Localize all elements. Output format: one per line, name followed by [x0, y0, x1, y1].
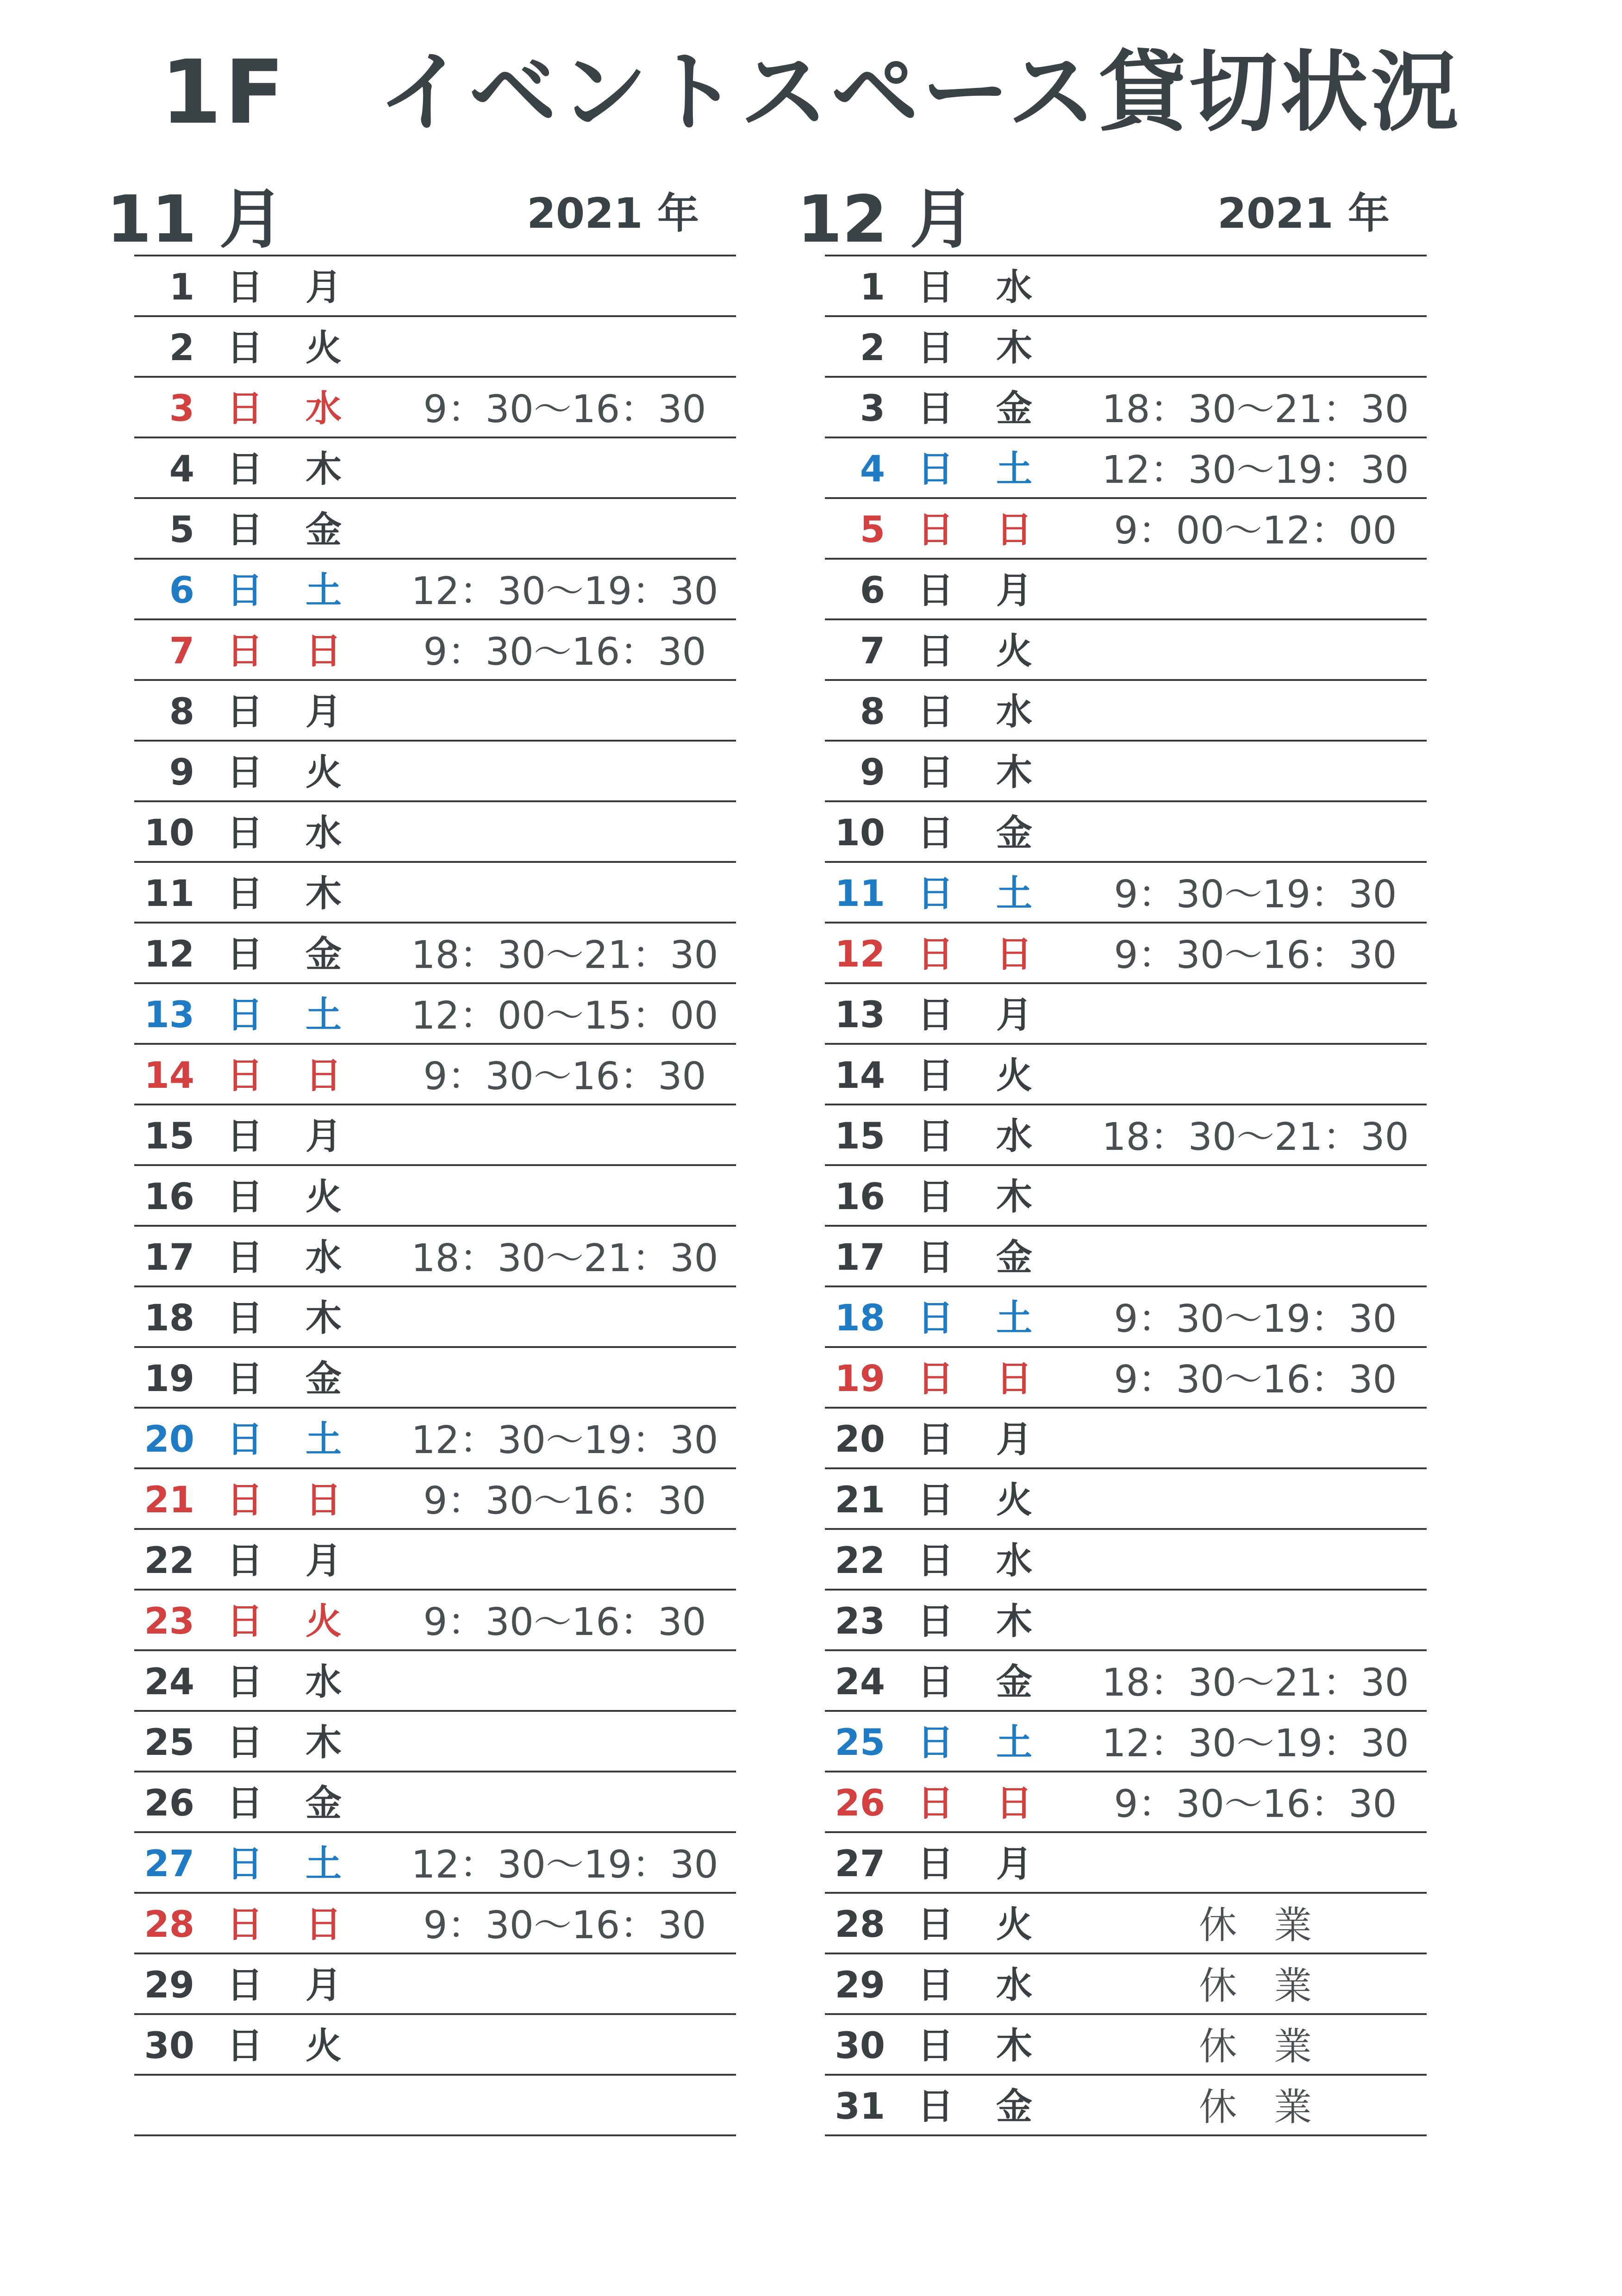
reserved-hours: 18：30～21：30 — [411, 933, 718, 977]
day-suffix: 日 — [227, 1419, 263, 1460]
day-suffix: 日 — [227, 873, 263, 915]
weekday: 金 — [306, 509, 342, 551]
day-row — [134, 923, 736, 984]
day-suffix: 日 — [917, 509, 954, 551]
day-row — [825, 1045, 1427, 1105]
day-row — [825, 378, 1427, 438]
weekday: 日 — [306, 1479, 342, 1521]
day-number: 15 — [144, 1116, 194, 1157]
day-number: 28 — [835, 1904, 885, 1946]
day-number: 22 — [835, 1540, 885, 1582]
day-row — [825, 863, 1427, 923]
closed-label: 休業 — [1198, 2085, 1349, 2129]
day-suffix: 日 — [917, 812, 954, 854]
day-row — [825, 1651, 1427, 1712]
day-suffix: 日 — [227, 267, 263, 308]
december-header — [797, 182, 1427, 257]
weekday: 土 — [996, 1722, 1033, 1764]
day-row — [134, 802, 736, 863]
weekday: 金 — [306, 1358, 342, 1400]
day-number: 7 — [169, 630, 194, 672]
december-day-list — [825, 256, 1427, 2136]
day-suffix: 日 — [227, 570, 263, 611]
weekday: 日 — [306, 1055, 342, 1097]
day-suffix: 日 — [917, 1601, 954, 1642]
day-row — [134, 742, 736, 802]
november-day-list — [134, 256, 736, 2136]
day-suffix: 日 — [917, 1419, 954, 1460]
reserved-hours: 9：30～16：30 — [1114, 1358, 1397, 1402]
weekday: 金 — [996, 812, 1033, 854]
day-number: 17 — [144, 1237, 194, 1279]
day-number: 24 — [144, 1661, 194, 1703]
reserved-hours: 12：30～19：30 — [1102, 448, 1409, 492]
day-row — [825, 742, 1427, 802]
day-number: 11 — [835, 873, 885, 915]
reserved-hours: 18：30～21：30 — [411, 1236, 718, 1280]
weekday: 火 — [996, 1055, 1033, 1097]
day-suffix: 日 — [227, 1116, 263, 1157]
day-suffix: 日 — [917, 752, 954, 793]
day-row — [134, 1287, 736, 1348]
day-suffix: 日 — [227, 1176, 263, 1218]
day-suffix: 日 — [227, 812, 263, 854]
reserved-hours: 12：30～19：30 — [411, 1843, 718, 1887]
day-number: 13 — [144, 994, 194, 1036]
page-title: 1F イベントスペース貸切状況 — [160, 41, 1462, 144]
day-row — [134, 620, 736, 681]
day-number: 7 — [860, 630, 885, 672]
day-row — [134, 1166, 736, 1227]
day-suffix: 日 — [917, 1783, 954, 1824]
day-row — [825, 1591, 1427, 1651]
day-row — [825, 1227, 1427, 1287]
day-number: 13 — [835, 994, 885, 1036]
weekday: 木 — [996, 2025, 1033, 2067]
day-number: 20 — [144, 1419, 194, 1460]
day-number: 5 — [169, 509, 194, 551]
day-row — [134, 1894, 736, 1954]
weekday: 火 — [306, 1176, 342, 1218]
day-suffix: 日 — [227, 691, 263, 733]
year-label: 2021 年 — [1217, 189, 1390, 238]
day-number: 6 — [169, 570, 194, 611]
weekday: 月 — [996, 1419, 1033, 1460]
day-number: 4 — [860, 449, 885, 490]
day-row — [134, 1833, 736, 1894]
day-row — [134, 1772, 736, 1833]
weekday: 木 — [306, 1722, 342, 1764]
day-row — [134, 560, 736, 620]
day-row — [134, 1530, 736, 1591]
weekday: 水 — [306, 388, 342, 430]
day-row — [134, 1651, 736, 1712]
reserved-hours: 18：30～21：30 — [1102, 1661, 1409, 1705]
day-suffix: 日 — [227, 1843, 263, 1885]
weekday: 木 — [306, 449, 342, 490]
weekday: 日 — [306, 630, 342, 672]
weekday: 木 — [996, 752, 1033, 793]
day-number: 23 — [835, 1601, 885, 1642]
day-row — [134, 1045, 736, 1105]
day-suffix: 日 — [917, 267, 954, 308]
day-suffix: 日 — [227, 994, 263, 1036]
day-row — [134, 378, 736, 438]
day-number: 22 — [144, 1540, 194, 1582]
weekday: 木 — [306, 1298, 342, 1339]
day-number: 28 — [144, 1904, 194, 1946]
month-label: 12 月 — [797, 182, 975, 257]
day-row — [134, 499, 736, 560]
day-number: 9 — [169, 752, 194, 793]
weekday: 火 — [306, 752, 342, 793]
day-row — [825, 1712, 1427, 1772]
day-suffix: 日 — [227, 2025, 263, 2067]
day-number: 29 — [144, 1965, 194, 2006]
day-suffix: 日 — [227, 449, 263, 490]
weekday: 火 — [996, 630, 1033, 672]
day-row — [825, 923, 1427, 984]
day-suffix: 日 — [227, 934, 263, 975]
day-suffix: 日 — [227, 1965, 263, 2006]
day-number: 16 — [835, 1176, 885, 1218]
day-row — [134, 1409, 736, 1469]
day-row — [825, 802, 1427, 863]
reserved-hours: 12：00～15：00 — [411, 994, 718, 1038]
day-row — [825, 438, 1427, 499]
reserved-hours: 12：30～19：30 — [1102, 1722, 1409, 1766]
weekday: 水 — [996, 1540, 1033, 1582]
day-row — [134, 1469, 736, 1530]
weekday: 木 — [996, 1176, 1033, 1218]
weekday: 日 — [996, 934, 1033, 975]
weekday: 火 — [306, 327, 342, 369]
weekday: 金 — [996, 2086, 1033, 2128]
weekday: 水 — [996, 1116, 1033, 1157]
reserved-hours: 9：30～16：30 — [423, 1903, 706, 1947]
day-suffix: 日 — [917, 2025, 954, 2067]
day-suffix: 日 — [917, 1176, 954, 1218]
weekday: 木 — [996, 1601, 1033, 1642]
weekday: 金 — [996, 1661, 1033, 1703]
weekday: 土 — [996, 873, 1033, 915]
day-suffix: 日 — [227, 752, 263, 793]
weekday: 月 — [306, 1965, 342, 2006]
day-row — [825, 560, 1427, 620]
day-number: 8 — [860, 691, 885, 733]
day-row — [825, 620, 1427, 681]
day-number: 18 — [835, 1298, 885, 1339]
reserved-hours: 18：30～21：30 — [1102, 387, 1409, 431]
weekday: 火 — [306, 1601, 342, 1642]
day-row — [825, 1287, 1427, 1348]
day-number: 24 — [835, 1661, 885, 1703]
day-suffix: 日 — [227, 1904, 263, 1946]
weekday: 月 — [306, 1116, 342, 1157]
weekday: 金 — [996, 1237, 1033, 1279]
day-number: 2 — [169, 327, 194, 369]
weekday: 土 — [306, 1419, 342, 1460]
day-suffix: 日 — [227, 1055, 263, 1097]
day-number: 12 — [144, 934, 194, 975]
weekday: 月 — [996, 994, 1033, 1036]
reserved-hours: 18：30～21：30 — [1102, 1115, 1409, 1159]
weekday: 土 — [306, 570, 342, 611]
weekday: 水 — [996, 267, 1033, 308]
day-row — [825, 1894, 1427, 1954]
day-suffix: 日 — [917, 327, 954, 369]
day-suffix: 日 — [227, 1601, 263, 1642]
closed-label: 休業 — [1198, 2025, 1349, 2069]
day-row — [134, 681, 736, 742]
day-suffix: 日 — [917, 1722, 954, 1764]
day-suffix: 日 — [227, 1237, 263, 1279]
day-number: 26 — [144, 1783, 194, 1824]
day-row — [825, 1348, 1427, 1409]
weekday: 金 — [306, 934, 342, 975]
day-number: 27 — [835, 1843, 885, 1885]
day-suffix: 日 — [917, 570, 954, 611]
weekday: 火 — [996, 1904, 1033, 1946]
day-number: 3 — [169, 388, 194, 430]
month-label: 11 月 — [106, 182, 284, 257]
day-number: 1 — [860, 267, 885, 308]
reserved-hours: 12：30～19：30 — [411, 1418, 718, 1462]
day-suffix: 日 — [227, 1479, 263, 1521]
day-suffix: 日 — [917, 691, 954, 733]
day-suffix: 日 — [917, 449, 954, 490]
day-row — [825, 1409, 1427, 1469]
day-suffix: 日 — [227, 509, 263, 551]
day-number: 23 — [144, 1601, 194, 1642]
day-row — [134, 1227, 736, 1287]
reserved-hours: 9：30～16：30 — [1114, 1782, 1397, 1826]
day-row — [825, 1530, 1427, 1591]
day-suffix: 日 — [917, 2086, 954, 2128]
day-number: 29 — [835, 1965, 885, 2006]
day-number: 25 — [835, 1722, 885, 1764]
day-number: 2 — [860, 327, 885, 369]
reserved-hours: 9：30～16：30 — [1114, 933, 1397, 977]
day-number: 6 — [860, 570, 885, 611]
day-number: 14 — [144, 1055, 194, 1097]
day-row — [825, 2015, 1427, 2076]
weekday: 水 — [306, 1237, 342, 1279]
weekday: 土 — [996, 449, 1033, 490]
day-row — [825, 2076, 1427, 2136]
day-row — [134, 1712, 736, 1772]
day-row — [134, 317, 736, 378]
weekday: 木 — [306, 873, 342, 915]
day-suffix: 日 — [227, 1540, 263, 1582]
weekday: 土 — [996, 1298, 1033, 1339]
weekday: 火 — [306, 2025, 342, 2067]
day-number: 10 — [835, 812, 885, 854]
day-number: 3 — [860, 388, 885, 430]
day-row — [825, 984, 1427, 1045]
day-suffix: 日 — [917, 1116, 954, 1157]
reserved-hours: 9：30～16：30 — [423, 1479, 706, 1523]
day-suffix: 日 — [917, 630, 954, 672]
day-number: 19 — [144, 1358, 194, 1400]
day-row — [134, 2076, 736, 2136]
weekday: 月 — [306, 267, 342, 308]
reserved-hours: 9：30～16：30 — [423, 387, 706, 431]
november-header — [106, 182, 736, 257]
day-row — [134, 1105, 736, 1166]
day-number: 30 — [835, 2025, 885, 2067]
reserved-hours: 9：30～19：30 — [1114, 873, 1397, 917]
weekday: 土 — [306, 994, 342, 1036]
november-calendar — [106, 182, 736, 2136]
reserved-hours: 9：00～12：00 — [1114, 509, 1397, 553]
closed-label: 休業 — [1198, 1964, 1349, 2008]
day-suffix: 日 — [917, 1479, 954, 1521]
reserved-hours: 9：30～16：30 — [423, 1054, 706, 1098]
reserved-hours: 9：30～16：30 — [423, 1600, 706, 1644]
day-row — [825, 1166, 1427, 1227]
day-number: 26 — [835, 1783, 885, 1824]
weekday: 火 — [996, 1479, 1033, 1521]
day-number: 30 — [144, 2025, 194, 2067]
weekday: 土 — [306, 1843, 342, 1885]
day-row — [825, 1105, 1427, 1166]
day-row — [134, 256, 736, 317]
day-number: 1 — [169, 267, 194, 308]
day-row — [134, 1954, 736, 2015]
reserved-hours: 9：30～19：30 — [1114, 1297, 1397, 1341]
day-number: 21 — [835, 1479, 885, 1521]
day-number: 25 — [144, 1722, 194, 1764]
year-label: 2021 年 — [527, 189, 699, 238]
day-suffix: 日 — [917, 1843, 954, 1885]
day-number: 5 — [860, 509, 885, 551]
weekday: 月 — [306, 1540, 342, 1582]
day-row — [825, 1833, 1427, 1894]
day-suffix: 日 — [227, 1783, 263, 1824]
weekday: 月 — [996, 1843, 1033, 1885]
day-number: 8 — [169, 691, 194, 733]
day-row — [825, 1469, 1427, 1530]
day-row — [825, 1772, 1427, 1833]
weekday: 金 — [996, 388, 1033, 430]
weekday: 日 — [306, 1904, 342, 1946]
weekday: 木 — [996, 327, 1033, 369]
day-number: 4 — [169, 449, 194, 490]
day-suffix: 日 — [917, 1661, 954, 1703]
weekday: 月 — [996, 570, 1033, 611]
day-row — [825, 681, 1427, 742]
day-suffix: 日 — [917, 1358, 954, 1400]
day-row — [134, 1348, 736, 1409]
day-row — [134, 2015, 736, 2076]
weekday: 日 — [996, 509, 1033, 551]
day-suffix: 日 — [227, 630, 263, 672]
day-suffix: 日 — [227, 388, 263, 430]
day-suffix: 日 — [227, 327, 263, 369]
weekday: 水 — [306, 812, 342, 854]
day-row — [825, 1954, 1427, 2015]
day-number: 12 — [835, 934, 885, 975]
day-number: 16 — [144, 1176, 194, 1218]
day-row — [134, 438, 736, 499]
weekday: 金 — [306, 1783, 342, 1824]
weekday: 水 — [996, 691, 1033, 733]
day-suffix: 日 — [227, 1358, 263, 1400]
day-row — [825, 317, 1427, 378]
day-suffix: 日 — [917, 994, 954, 1036]
weekday: 日 — [996, 1358, 1033, 1400]
weekday: 水 — [996, 1965, 1033, 2006]
day-number: 21 — [144, 1479, 194, 1521]
day-suffix: 日 — [227, 1661, 263, 1703]
day-suffix: 日 — [917, 1965, 954, 2006]
day-number: 19 — [835, 1358, 885, 1400]
day-row — [134, 863, 736, 923]
day-suffix: 日 — [227, 1298, 263, 1339]
day-row — [825, 256, 1427, 317]
day-number: 15 — [835, 1116, 885, 1157]
day-number: 14 — [835, 1055, 885, 1097]
day-suffix: 日 — [917, 1298, 954, 1339]
day-suffix: 日 — [917, 873, 954, 915]
weekday: 日 — [996, 1783, 1033, 1824]
day-number: 27 — [144, 1843, 194, 1885]
day-suffix: 日 — [917, 388, 954, 430]
day-suffix: 日 — [917, 1904, 954, 1946]
day-number: 10 — [144, 812, 194, 854]
december-calendar — [797, 182, 1427, 2136]
day-suffix: 日 — [917, 1055, 954, 1097]
day-number: 11 — [144, 873, 194, 915]
reserved-hours: 9：30～16：30 — [423, 630, 706, 674]
day-suffix: 日 — [917, 934, 954, 975]
closed-label: 休業 — [1198, 1903, 1349, 1947]
day-number: 18 — [144, 1298, 194, 1339]
day-suffix: 日 — [227, 1722, 263, 1764]
day-number: 20 — [835, 1419, 885, 1460]
weekday: 月 — [306, 691, 342, 733]
day-number: 17 — [835, 1237, 885, 1279]
day-number: 31 — [835, 2086, 885, 2128]
day-row — [134, 984, 736, 1045]
day-row — [825, 499, 1427, 560]
day-suffix: 日 — [917, 1540, 954, 1582]
day-suffix: 日 — [917, 1237, 954, 1279]
day-row — [134, 1591, 736, 1651]
reserved-hours: 12：30～19：30 — [411, 569, 718, 613]
weekday: 水 — [306, 1661, 342, 1703]
day-number: 9 — [860, 752, 885, 793]
